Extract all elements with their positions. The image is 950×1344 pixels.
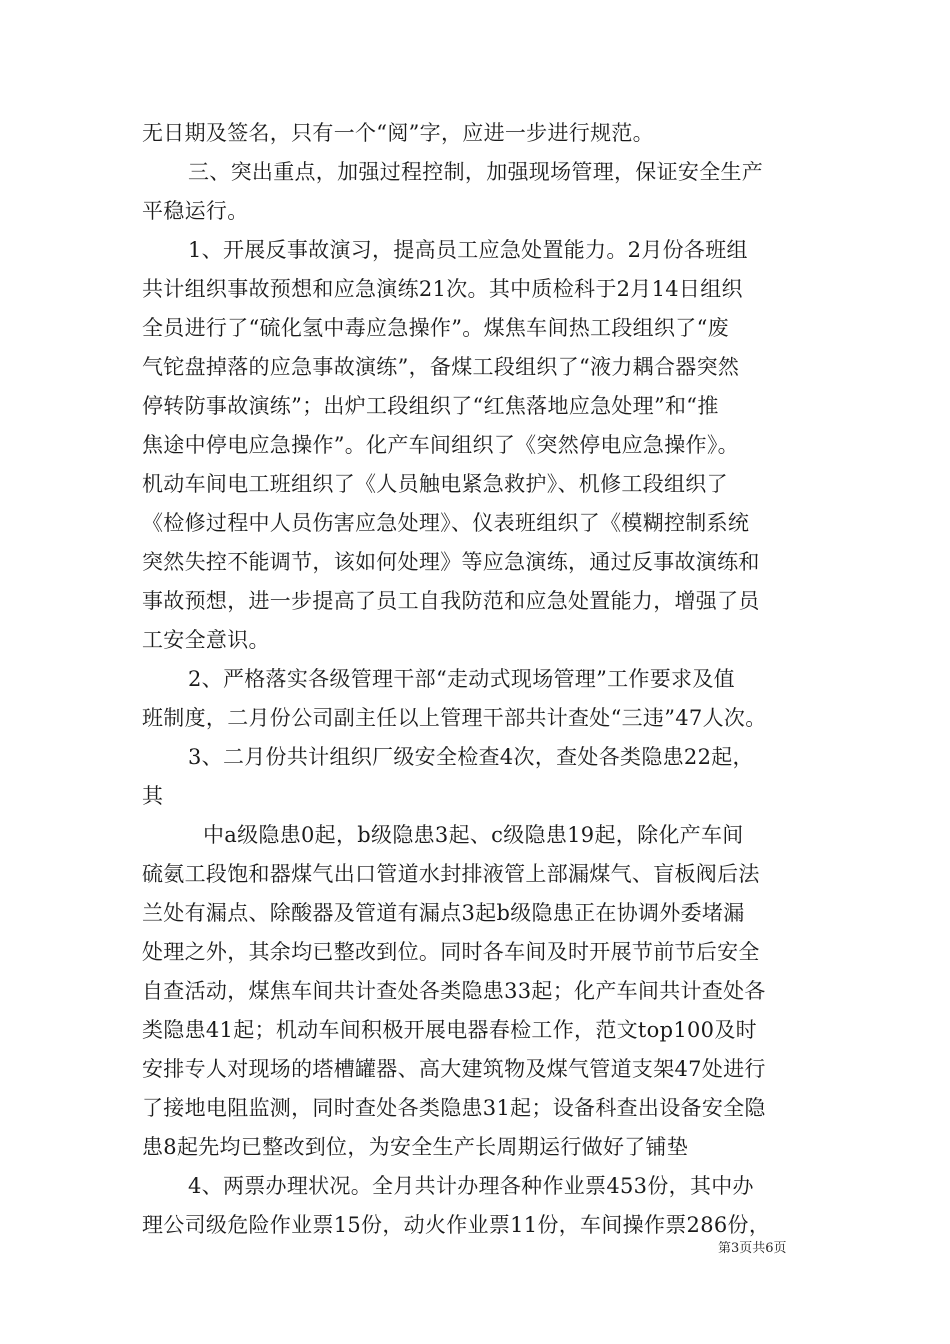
text-line: 2、严格落实各级管理干部“走动式现场管理”工作要求及值 bbox=[188, 667, 735, 691]
text-line: 《检修过程中人员伤害应急处理》、仪表班组织了《模糊控制系统 bbox=[142, 511, 750, 535]
text-line: 班制度，二月份公司副主任以上管理干部共计查处“三违”47人次。 bbox=[142, 706, 767, 730]
text-line: 患8起先均已整改到位，为安全生产长周期运行做好了铺垫 bbox=[142, 1135, 689, 1159]
text-line: 4、两票办理状况。全月共计办理各种作业票453份，其中办 bbox=[188, 1174, 754, 1198]
text-line: 工安全意识。 bbox=[142, 628, 270, 652]
text-line: 共计组织事故预想和应急演练21次。其中质检科于2月14日组织 bbox=[142, 277, 743, 301]
text-line: 其 bbox=[142, 784, 164, 808]
text-line: 焦途中停电应急操作”。化产车间组织了《突然停电应急操作》。 bbox=[142, 433, 739, 457]
text-line: 中a级隐患0起，b级隐患3起、c级隐患19起，除化产车间 bbox=[203, 823, 744, 847]
text-line: 无日期及签名，只有一个“阅”字，应进一步进行规范。 bbox=[142, 121, 654, 145]
text-line: 处理之外，其余均已整改到位。同时各车间及时开展节前节后安全 bbox=[142, 940, 760, 964]
page-number: 第3页共6页 bbox=[718, 1241, 787, 1256]
text-line: 1、开展反事故演习，提高员工应急处置能力。2月份各班组 bbox=[188, 238, 748, 262]
text-line: 3、二月份共计组织厂级安全检查4次，查处各类隐患22起， bbox=[188, 745, 754, 769]
text-line: 自查活动，煤焦车间共计查处各类隐患33起；化产车间共计查处各 bbox=[142, 979, 766, 1003]
text-line: 机动车间电工班组织了《人员触电紧急救护》、机修工段组织了 bbox=[142, 472, 728, 496]
text-line: 突然失控不能调节，该如何处理》等应急演练，通过反事故演练和 bbox=[142, 550, 760, 574]
text-line: 类隐患41起；机动车间积极开展电器春检工作，范文top100及时 bbox=[142, 1018, 757, 1042]
text-line: 停转防事故演练”；出炉工段组织了“红焦落地应急处理”和“推 bbox=[142, 394, 719, 418]
text-line: 平稳运行。 bbox=[142, 199, 249, 223]
text-line: 气铊盘掉落的应急事故演练”，备煤工段组织了“液力耦合器突然 bbox=[142, 355, 740, 379]
text-line: 三、突出重点，加强过程控制，加强现场管理，保证安全生产 bbox=[188, 160, 764, 184]
text-line: 理公司级危险作业票15份，动火作业票11份，车间操作票286份， bbox=[142, 1213, 771, 1237]
text-line: 安排专人对现场的塔槽罐器、高大建筑物及煤气管道支架47处进行 bbox=[142, 1057, 766, 1081]
text-line: 全员进行了“硫化氢中毒应急操作”。煤焦车间热工段组织了“废 bbox=[142, 316, 729, 340]
text-line: 事故预想，进一步提高了员工自我防范和应急处置能力，增强了员 bbox=[142, 589, 760, 613]
text-line: 硫氨工段饱和器煤气出口管道水封排液管上部漏煤气、盲板阀后法 bbox=[142, 862, 760, 886]
text-line: 了接地电阻监测，同时查处各类隐患31起；设备科查出设备安全隐 bbox=[142, 1096, 766, 1120]
text-line: 兰处有漏点、除酸器及管道有漏点3起b级隐患正在协调外委堵漏 bbox=[142, 901, 745, 925]
